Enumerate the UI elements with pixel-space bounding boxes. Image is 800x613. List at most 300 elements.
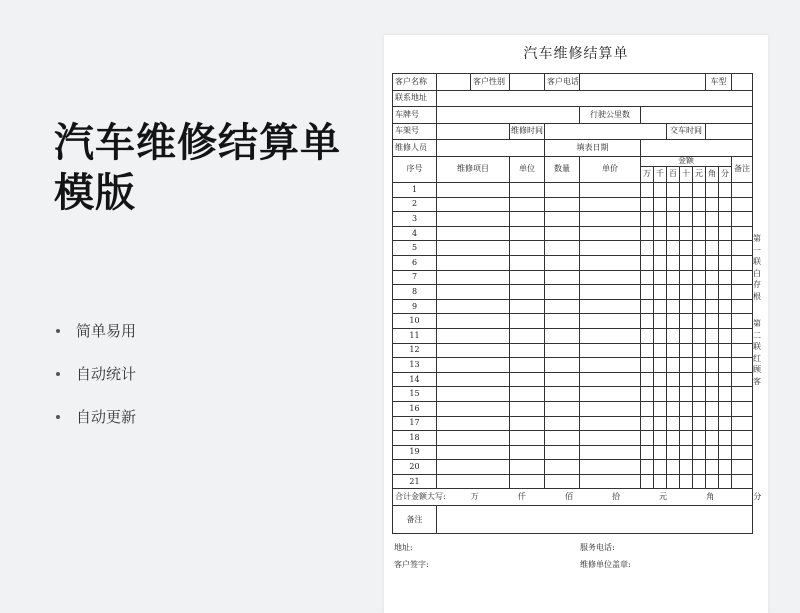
row-cell[interactable] [693,474,706,489]
row-cell[interactable] [654,328,667,343]
table-row [393,474,753,489]
row-cell[interactable] [437,241,510,256]
total-label: 合计金额大写: [395,492,446,502]
row-cell[interactable] [693,416,706,431]
row-cell[interactable] [680,328,693,343]
row-cell[interactable] [437,226,510,241]
row-cell[interactable] [510,401,545,416]
row-cell[interactable] [667,270,680,285]
row-cell[interactable] [667,387,680,402]
row-cell[interactable] [641,445,654,460]
row-cell[interactable] [719,212,732,227]
row-cell[interactable] [732,358,753,373]
row-cell[interactable] [654,241,667,256]
row-cell[interactable] [654,197,667,212]
row-cell[interactable] [693,285,706,300]
row-cell[interactable] [693,358,706,373]
row-cell[interactable] [545,314,580,329]
row-cell[interactable] [580,183,641,198]
row-cell[interactable] [545,183,580,198]
row-cell[interactable] [719,314,732,329]
row-cell[interactable] [706,270,719,285]
value-repair-staff[interactable] [437,140,545,157]
row-number: 12 [393,343,437,358]
row-cell[interactable] [654,445,667,460]
header-item: 维修项目 [437,156,510,183]
row-cell[interactable] [667,460,680,475]
value-repair-time[interactable] [545,123,667,140]
row-cell[interactable] [545,474,580,489]
row-cell[interactable] [580,416,641,431]
row-cell[interactable] [693,226,706,241]
row-cell[interactable] [654,401,667,416]
row-cell[interactable] [641,270,654,285]
row-cell[interactable] [706,416,719,431]
row-cell[interactable] [732,197,753,212]
row-cell[interactable] [654,226,667,241]
row-cell[interactable] [732,460,753,475]
footer-address: 地址: [394,543,413,552]
header-unit: 单位 [510,156,545,183]
amount-unit-bai: 百 [667,166,680,183]
amount-unit-jiao: 角 [706,166,719,183]
row-cell[interactable] [437,474,510,489]
row-cell[interactable] [545,387,580,402]
row-cell[interactable] [437,183,510,198]
row-cell[interactable] [545,358,580,373]
row-cell[interactable] [706,401,719,416]
row-cell[interactable] [719,387,732,402]
row-cell[interactable] [437,431,510,446]
row-cell[interactable] [545,299,580,314]
note-value[interactable] [437,506,753,534]
row-cell[interactable] [667,474,680,489]
row-cell[interactable] [545,416,580,431]
row-cell[interactable] [693,314,706,329]
row-cell[interactable] [667,241,680,256]
row-cell[interactable] [580,372,641,387]
row-cell[interactable] [641,299,654,314]
row-cell[interactable] [654,285,667,300]
value-customer-name[interactable] [437,74,471,91]
label-customer-name: 客户名称 [393,74,437,91]
row-cell[interactable] [580,212,641,227]
row-cell[interactable] [545,226,580,241]
row-cell[interactable] [654,314,667,329]
row-cell[interactable] [719,328,732,343]
row-cell[interactable] [580,270,641,285]
row-cell[interactable] [719,183,732,198]
row-cell[interactable] [580,358,641,373]
row-cell[interactable] [545,445,580,460]
row-cell[interactable] [641,401,654,416]
row-cell[interactable] [732,314,753,329]
row-cell[interactable] [680,431,693,446]
row-cell[interactable] [510,416,545,431]
row-cell[interactable] [693,372,706,387]
row-cell[interactable] [706,299,719,314]
row-cell[interactable] [580,255,641,270]
row-cell[interactable] [706,183,719,198]
row-cell[interactable] [510,358,545,373]
row-cell[interactable] [510,343,545,358]
row-cell[interactable] [719,372,732,387]
row-cell[interactable] [641,372,654,387]
row-cell[interactable] [732,343,753,358]
row-cell[interactable] [437,299,510,314]
row-cell[interactable] [641,431,654,446]
row-cell[interactable] [680,474,693,489]
row-cell[interactable] [580,343,641,358]
row-cell[interactable] [693,212,706,227]
total-unit-yuan: 元 [659,492,668,502]
row-cell[interactable] [732,241,753,256]
row-cell[interactable] [510,255,545,270]
row-cell[interactable] [732,255,753,270]
value-customer-phone[interactable] [580,74,706,91]
row-cell[interactable] [545,270,580,285]
row-cell[interactable] [719,299,732,314]
row-cell[interactable] [693,241,706,256]
row-cell[interactable] [437,255,510,270]
row-cell[interactable] [545,372,580,387]
value-delivery-time[interactable] [706,123,753,140]
row-cell[interactable] [667,445,680,460]
total-unit-shi: 拾 [612,492,621,502]
row-cell[interactable] [510,431,545,446]
row-cell[interactable] [667,285,680,300]
row-cell[interactable] [719,241,732,256]
value-frame-number[interactable] [437,123,510,140]
row-cell[interactable] [437,372,510,387]
row-number: 17 [393,416,437,431]
row-cell[interactable] [667,314,680,329]
row-cell[interactable] [437,212,510,227]
row-cell[interactable] [641,255,654,270]
row-cell[interactable] [580,285,641,300]
row-cell[interactable] [732,401,753,416]
row-cell[interactable] [437,445,510,460]
row-cell[interactable] [545,343,580,358]
row-cell[interactable] [580,328,641,343]
row-number: 11 [393,328,437,343]
row-cell[interactable] [580,226,641,241]
row-number: 1 [393,183,437,198]
row-cell[interactable] [667,431,680,446]
row-cell[interactable] [693,183,706,198]
row-cell[interactable] [510,270,545,285]
row-cell[interactable] [706,387,719,402]
row-cell[interactable] [545,460,580,475]
header-qty: 数量 [545,156,580,183]
row-cell[interactable] [580,401,641,416]
row-cell[interactable] [580,387,641,402]
row-cell[interactable] [641,474,654,489]
row-cell[interactable] [719,255,732,270]
row-cell[interactable] [719,460,732,475]
note-label: 备注 [393,506,437,534]
row-cell[interactable] [641,314,654,329]
row-cell[interactable] [437,270,510,285]
row-cell[interactable] [680,255,693,270]
row-cell[interactable] [706,226,719,241]
label-customer-gender: 客户性别 [471,74,510,91]
row-cell[interactable] [667,197,680,212]
row-cell[interactable] [545,212,580,227]
feature-item: 自动统计 [56,353,136,396]
row-cell[interactable] [545,241,580,256]
row-cell[interactable] [693,197,706,212]
row-cell[interactable] [732,212,753,227]
row-cell[interactable] [680,372,693,387]
row-cell[interactable] [680,445,693,460]
row-cell[interactable] [437,328,510,343]
row-cell[interactable] [510,197,545,212]
row-cell[interactable] [706,372,719,387]
row-cell[interactable] [680,299,693,314]
row-cell[interactable] [706,343,719,358]
row-cell[interactable] [719,343,732,358]
row-cell[interactable] [732,299,753,314]
row-cell[interactable] [654,212,667,227]
value-mileage[interactable] [641,107,753,124]
row-cell[interactable] [510,474,545,489]
row-cell[interactable] [641,212,654,227]
row-cell[interactable] [654,372,667,387]
row-cell[interactable] [641,183,654,198]
row-cell[interactable] [641,387,654,402]
row-cell[interactable] [693,401,706,416]
row-cell[interactable] [654,358,667,373]
row-cell[interactable] [732,445,753,460]
row-cell[interactable] [680,183,693,198]
row-cell[interactable] [719,358,732,373]
row-cell[interactable] [719,285,732,300]
row-cell[interactable] [680,358,693,373]
row-cell[interactable] [580,314,641,329]
label-contact-address: 联系地址 [393,90,437,107]
row-cell[interactable] [680,314,693,329]
row-cell[interactable] [732,431,753,446]
label-fill-date: 填表日期 [545,140,641,157]
row-cell[interactable] [719,445,732,460]
row-number: 18 [393,431,437,446]
row-cell[interactable] [641,358,654,373]
row-cell[interactable] [654,460,667,475]
row-cell[interactable] [667,299,680,314]
row-cell[interactable] [706,431,719,446]
row-cell[interactable] [680,460,693,475]
row-cell[interactable] [667,343,680,358]
row-cell[interactable] [732,372,753,387]
row-cell[interactable] [693,299,706,314]
row-cell[interactable] [706,285,719,300]
row-cell[interactable] [437,314,510,329]
row-cell[interactable] [719,416,732,431]
row-cell[interactable] [680,212,693,227]
row-cell[interactable] [680,226,693,241]
row-cell[interactable] [693,387,706,402]
row-cell[interactable] [680,387,693,402]
side-note-copy1: 第一联白存根 [753,234,761,301]
row-cell[interactable] [732,270,753,285]
row-cell[interactable] [732,328,753,343]
row-cell[interactable] [680,416,693,431]
row-cell[interactable] [510,387,545,402]
row-cell[interactable] [510,299,545,314]
row-cell[interactable] [580,299,641,314]
row-cell[interactable] [641,197,654,212]
row-cell[interactable] [641,416,654,431]
row-cell[interactable] [654,270,667,285]
row-cell[interactable] [706,212,719,227]
row-cell[interactable] [437,387,510,402]
row-cell[interactable] [706,197,719,212]
row-cell[interactable] [680,285,693,300]
row-cell[interactable] [545,197,580,212]
row-cell[interactable] [437,285,510,300]
row-cell[interactable] [706,314,719,329]
row-cell[interactable] [732,226,753,241]
row-cell[interactable] [654,387,667,402]
row-cell[interactable] [510,328,545,343]
table-row [393,197,753,212]
amount-unit-yuan: 元 [693,166,706,183]
value-fill-date[interactable] [641,140,753,157]
row-cell[interactable] [641,241,654,256]
row-cell[interactable] [706,241,719,256]
row-cell[interactable] [545,328,580,343]
table-row [393,387,753,402]
row-cell[interactable] [654,474,667,489]
row-cell[interactable] [732,387,753,402]
row-number: 6 [393,255,437,270]
row-cell[interactable] [437,343,510,358]
row-cell[interactable] [437,460,510,475]
row-cell[interactable] [654,343,667,358]
row-cell[interactable] [719,197,732,212]
row-cell[interactable] [641,328,654,343]
row-cell[interactable] [437,358,510,373]
amount-unit-fen: 分 [719,166,732,183]
row-cell[interactable] [437,416,510,431]
row-cell[interactable] [510,183,545,198]
row-cell[interactable] [680,401,693,416]
row-cell[interactable] [545,285,580,300]
header-amount: 金额 [641,156,732,166]
row-cell[interactable] [667,358,680,373]
row-cell[interactable] [680,241,693,256]
row-cell[interactable] [732,183,753,198]
row-cell[interactable] [706,358,719,373]
table-row [393,212,753,227]
row-cell[interactable] [732,416,753,431]
row-cell[interactable] [580,241,641,256]
row-cell[interactable] [732,474,753,489]
row-cell[interactable] [654,299,667,314]
row-cell[interactable] [654,416,667,431]
row-cell[interactable] [641,343,654,358]
row-cell[interactable] [510,212,545,227]
row-cell[interactable] [667,183,680,198]
row-cell[interactable] [719,431,732,446]
row-cell[interactable] [706,328,719,343]
row-cell[interactable] [680,270,693,285]
row-cell[interactable] [693,255,706,270]
label-repair-time: 维修时间 [510,123,545,140]
value-contact-address[interactable] [437,90,753,107]
row-cell[interactable] [693,445,706,460]
row-cell[interactable] [667,416,680,431]
value-customer-gender[interactable] [510,74,545,91]
row-cell[interactable] [719,226,732,241]
total-unit-wan: 万 [470,492,479,502]
row-cell[interactable] [580,431,641,446]
row-cell[interactable] [510,241,545,256]
value-plate-number[interactable] [437,107,580,124]
row-cell[interactable] [580,197,641,212]
row-cell[interactable] [719,474,732,489]
row-cell[interactable] [706,445,719,460]
row-cell[interactable] [510,226,545,241]
row-cell[interactable] [719,270,732,285]
row-cell[interactable] [580,460,641,475]
row-cell[interactable] [667,328,680,343]
value-car-model[interactable] [732,74,753,91]
row-cell[interactable] [437,197,510,212]
row-cell[interactable] [545,401,580,416]
row-cell[interactable] [667,372,680,387]
row-cell[interactable] [693,343,706,358]
row-cell[interactable] [693,328,706,343]
row-cell[interactable] [693,431,706,446]
row-cell[interactable] [580,445,641,460]
row-cell[interactable] [641,285,654,300]
side-note-copy2: 第二联红顾客 [753,319,761,386]
row-cell[interactable] [641,460,654,475]
row-cell[interactable] [510,314,545,329]
row-cell[interactable] [437,401,510,416]
row-cell[interactable] [706,255,719,270]
table-row [393,285,753,300]
row-cell[interactable] [680,197,693,212]
row-cell[interactable] [654,183,667,198]
row-cell[interactable] [693,460,706,475]
row-cell[interactable] [580,474,641,489]
hero-title-line1: 汽车维修结算单 [54,120,341,166]
row-cell[interactable] [732,285,753,300]
row-cell[interactable] [667,226,680,241]
row-cell[interactable] [510,460,545,475]
row-number: 16 [393,401,437,416]
row-cell[interactable] [654,431,667,446]
row-cell[interactable] [510,372,545,387]
row-cell[interactable] [510,285,545,300]
row-cell[interactable] [667,255,680,270]
row-cell[interactable] [510,445,545,460]
row-cell[interactable] [680,343,693,358]
row-cell[interactable] [667,401,680,416]
row-cell[interactable] [654,255,667,270]
row-cell[interactable] [719,401,732,416]
row-cell[interactable] [545,431,580,446]
row-cell[interactable] [706,474,719,489]
row-cell[interactable] [706,460,719,475]
row-cell[interactable] [641,226,654,241]
row-cell[interactable] [667,212,680,227]
row-cell[interactable] [693,270,706,285]
row-cell[interactable] [545,255,580,270]
